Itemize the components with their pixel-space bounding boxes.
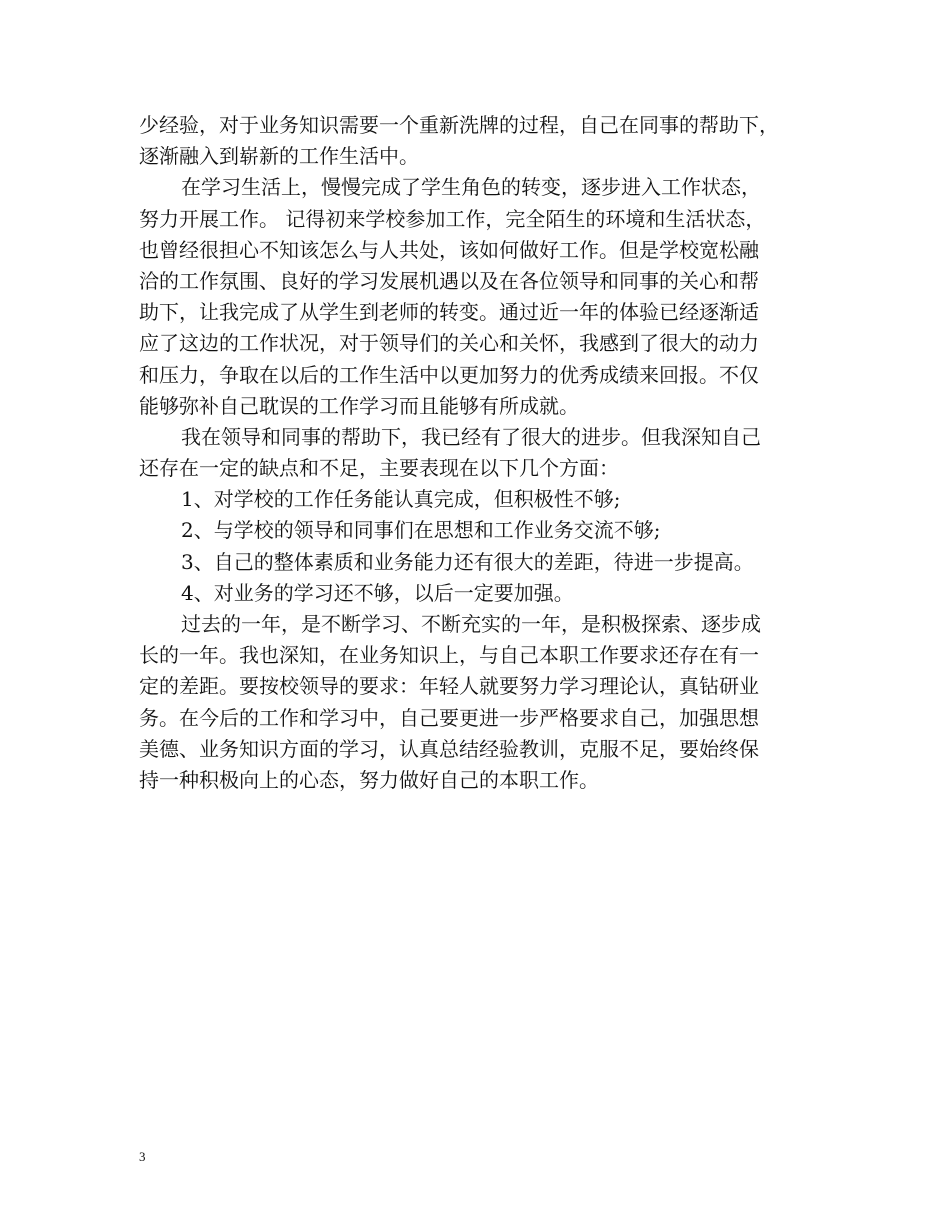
document-body (139, 110, 815, 796)
text-line: 还存在一定的缺点和不足，主要表现在以下几个方面： (139, 456, 619, 481)
text-line: 持一种积极向上的心态，努力做好自己的本职工作。 (139, 767, 599, 792)
text-line: 应了这边的工作状况，对于领导们的关心和关怀，我感到了很大的动力 (139, 331, 759, 356)
list-item-2 (139, 515, 815, 546)
paragraph-1 (139, 110, 815, 172)
text-line: 也曾经很担心不知该怎么与人共处，该如何做好工作。但是学校宽松融 (139, 237, 759, 262)
text-line: 逐渐融入到崭新的工作生活中。 (139, 144, 419, 169)
text-line: 能够弥补自己耽误的工作学习而且能够有所成就。 (139, 393, 579, 418)
text-line: 1、对学校的工作任务能认真完成，但积极性不够; (181, 487, 621, 512)
text-line: 2、与学校的领导和同事们在思想和工作业务交流不够; (181, 518, 661, 543)
text-line: 务。在今后的工作和学习中，自己要更进一步严格要求自己，加强思想 (139, 705, 759, 730)
text-line: 过去的一年，是不断学习、不断充实的一年，是积极探索、逐步成 (181, 612, 761, 636)
list-item-3 (139, 547, 815, 578)
text-line: 定的差距。要按校领导的要求：年轻人就要努力学习理论认，真钻研业 (139, 674, 759, 699)
text-line: 洽的工作氛围、良好的学习发展机遇以及在各位领导和同事的关心和帮 (139, 268, 759, 293)
text-line: 和压力，争取在以后的工作生活中以更加努力的优秀成绩来回报。不仅 (139, 362, 759, 387)
text-line: 美德、业务知识方面的学习，认真总结经验教训，克服不足，要始终保 (139, 736, 759, 761)
text-line: 长的一年。我也深知，在业务知识上，与自己本职工作要求还存在有一 (139, 643, 759, 668)
paragraph-2 (139, 172, 815, 422)
text-line: 努力开展工作。 记得初来学校参加工作，完全陌生的环境和生活状态， (139, 206, 766, 231)
paragraph-4 (139, 609, 815, 796)
text-line: 4、对业务的学习还不够，以后一定要加强。 (181, 580, 574, 605)
text-line: 3、自己的整体素质和业务能力还有很大的差距，待进一步提高。 (181, 549, 754, 574)
text-line: 助下，让我完成了从学生到老师的转变。通过近一年的体验已经逐渐适 (139, 300, 759, 325)
text-line: 在学习生活上，慢慢完成了学生角色的转变，逐步进入工作状态， (181, 175, 761, 200)
page-number: 3 (139, 1149, 146, 1164)
list-item-1 (139, 484, 815, 515)
list-item-4 (139, 578, 815, 609)
text-line: 我在领导和同事的帮助下，我已经有了很大的进步。但我深知自己 (181, 424, 761, 449)
paragraph-3 (139, 422, 815, 484)
text-line: 少经验，对于业务知识需要一个重新洗牌的过程，自己在同事的帮助下， (139, 113, 779, 137)
